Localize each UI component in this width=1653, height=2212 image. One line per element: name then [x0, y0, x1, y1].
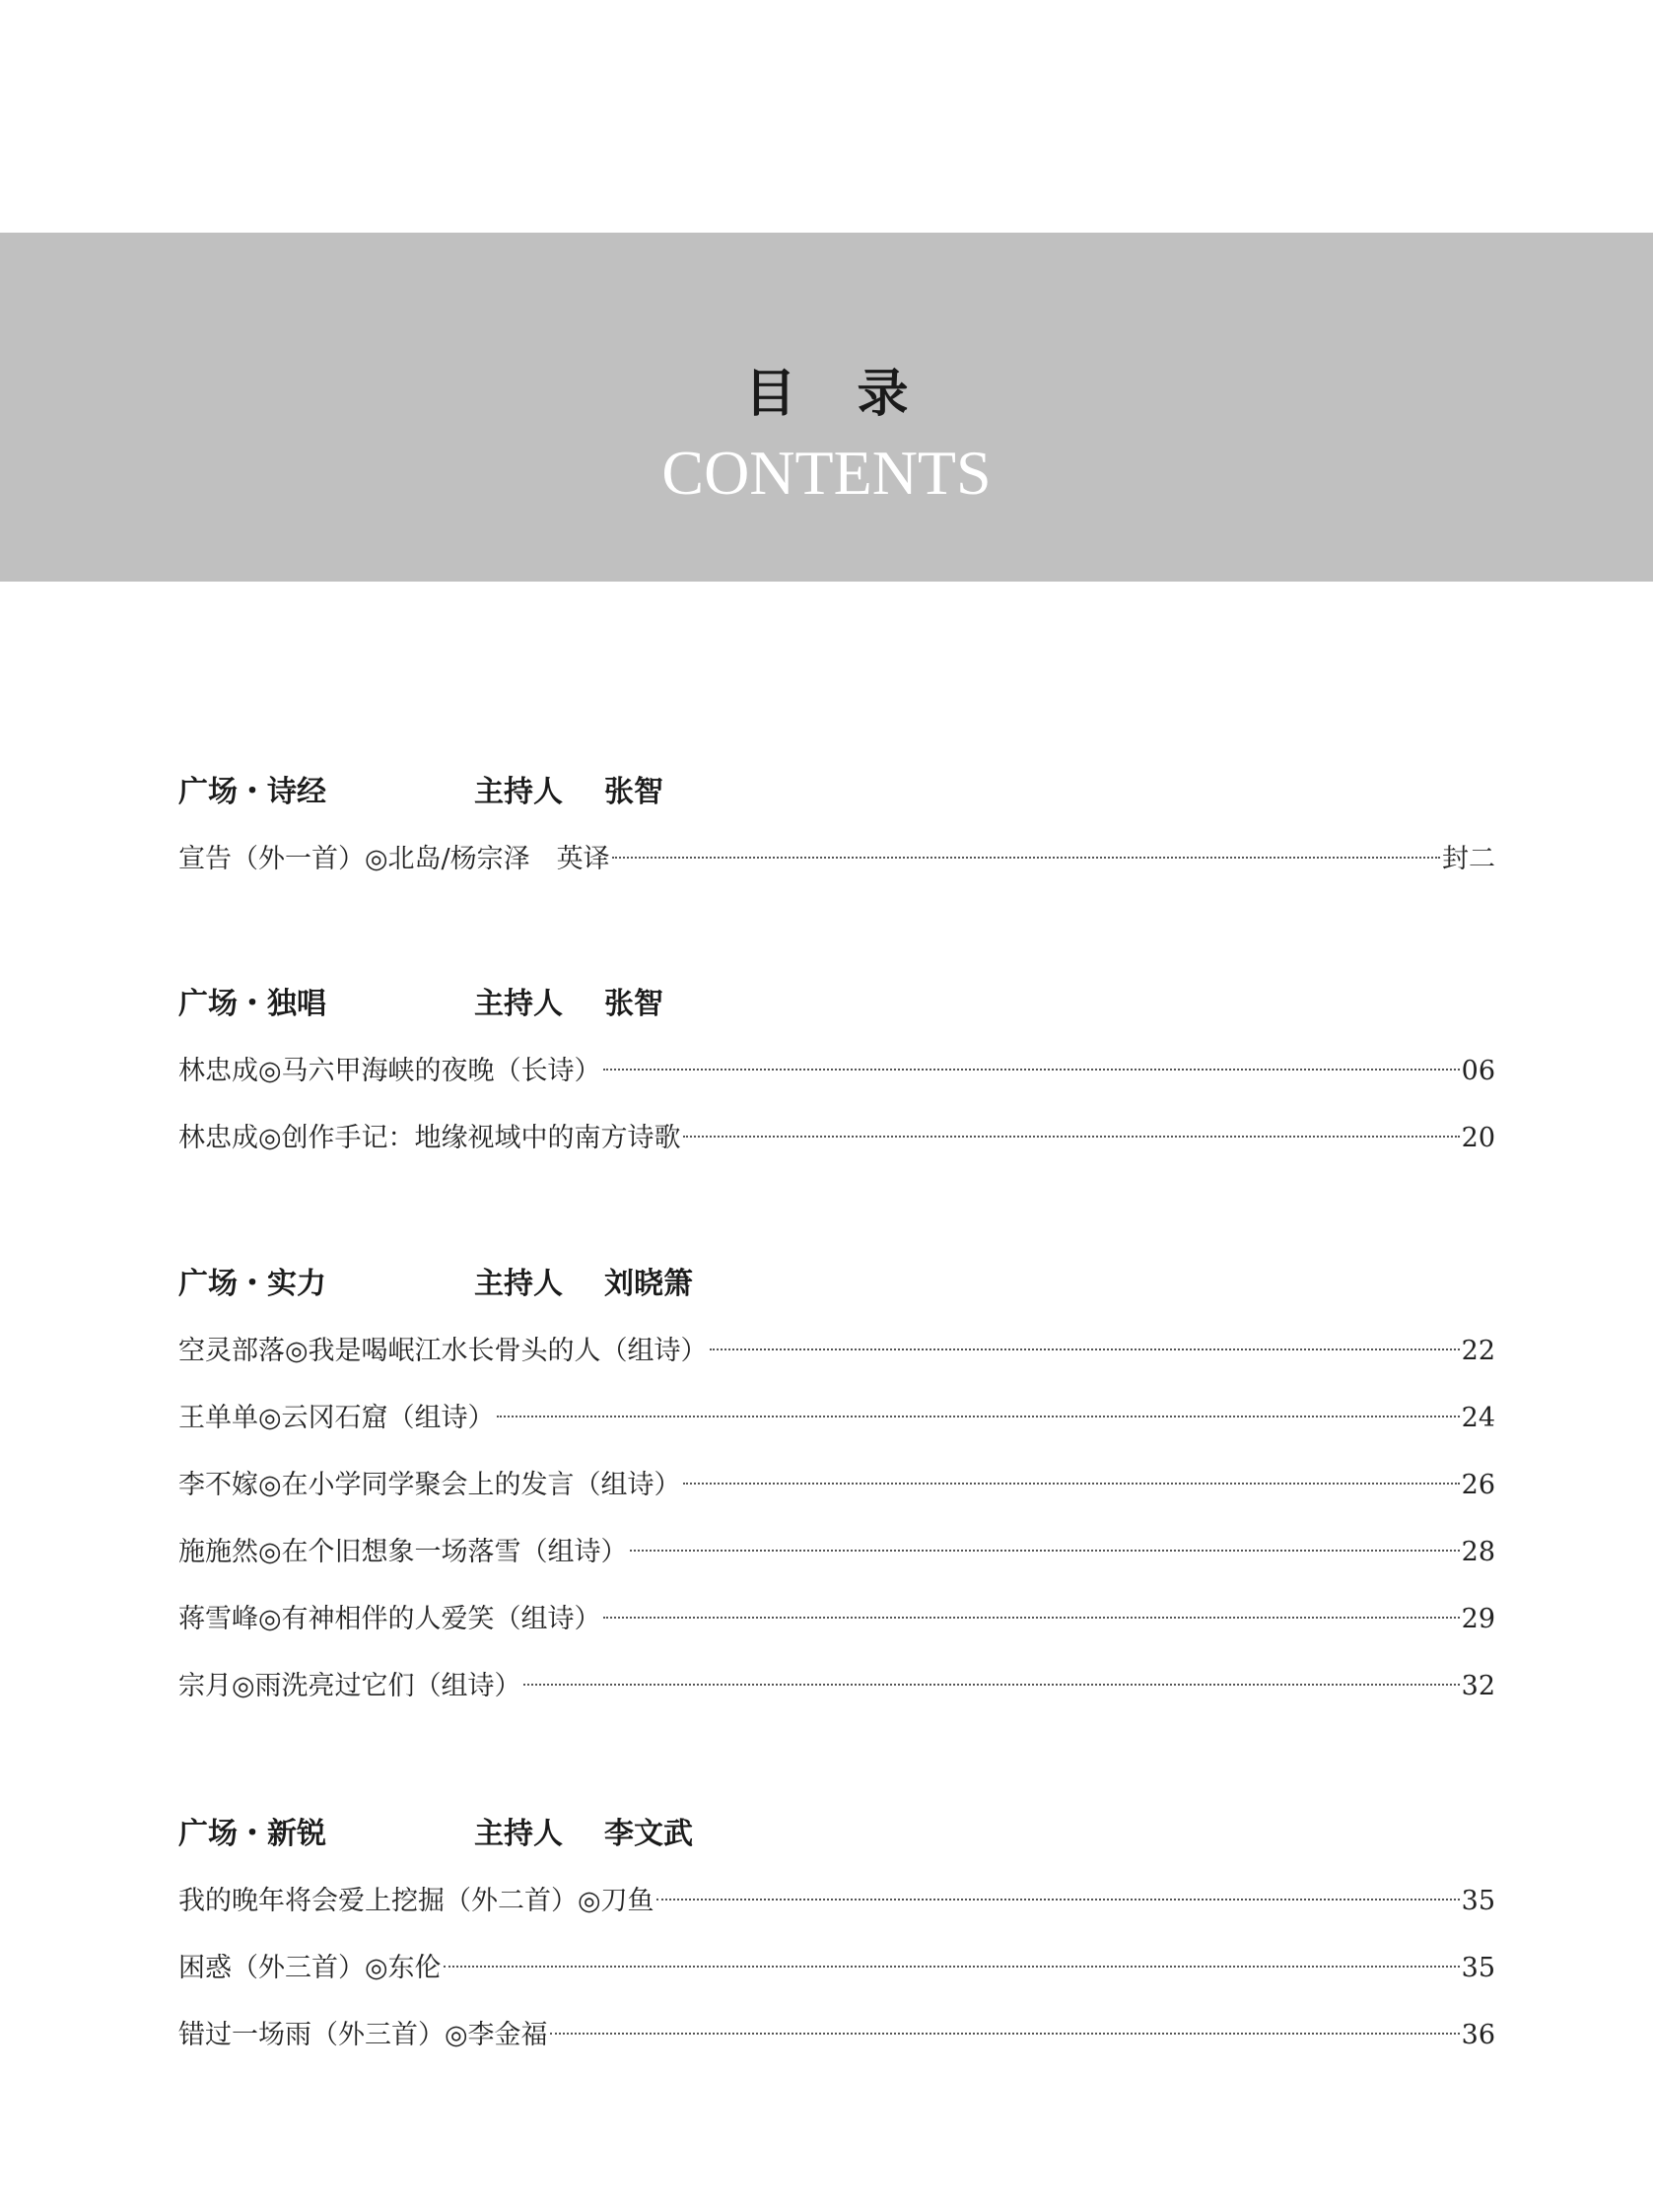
dot-leader — [710, 1348, 1460, 1350]
toc-entry[interactable] — [178, 1052, 1495, 1091]
dot-leader — [444, 1966, 1460, 1968]
entry-page: 35 — [1461, 1953, 1495, 1983]
host-label: 主持人 — [474, 1817, 563, 1851]
entry-title: 施施然◎在个旧想象一场落雪（组诗） — [178, 1537, 628, 1567]
toc-section — [178, 1815, 1495, 2055]
section-header — [178, 1815, 1495, 1854]
entry-title: 错过一场雨（外三首）◎李金福 — [178, 2020, 548, 2050]
entry-page: 29 — [1461, 1604, 1495, 1634]
entry-title: 王单单◎云冈石窟（组诗） — [178, 1403, 495, 1433]
dot-leader — [656, 1899, 1460, 1901]
entry-page: 24 — [1461, 1403, 1495, 1433]
section-header — [178, 1265, 1495, 1304]
toc-entry[interactable] — [178, 1119, 1495, 1158]
host-name: 张智 — [604, 775, 663, 809]
toc-entry[interactable] — [178, 840, 1495, 879]
host-label: 主持人 — [474, 987, 563, 1021]
dot-leader — [603, 1069, 1460, 1071]
section-name: 广场・诗经 — [178, 775, 326, 809]
entry-title: 李不嫁◎在小学同学聚会上的发言（组诗） — [178, 1470, 681, 1500]
entry-title: 我的晚年将会爱上挖掘（外二首）◎刀鱼 — [178, 1886, 654, 1916]
toc-entry[interactable] — [178, 1466, 1495, 1505]
dot-leader — [630, 1550, 1460, 1552]
entry-page: 封二 — [1442, 844, 1495, 874]
host-name: 张智 — [604, 987, 663, 1021]
entry-page: 32 — [1461, 1671, 1495, 1701]
toc-entry[interactable] — [178, 1533, 1495, 1572]
entry-title: 林忠成◎马六甲海峡的夜晚（长诗） — [178, 1056, 601, 1086]
toc-entry[interactable] — [178, 1399, 1495, 1438]
toc-entry[interactable] — [178, 1949, 1495, 1988]
entry-title: 困惑（外三首）◎东伦 — [178, 1953, 442, 1983]
dot-leader — [497, 1416, 1460, 1417]
contents-banner — [0, 233, 1653, 582]
dot-leader — [550, 2033, 1460, 2035]
entry-title: 林忠成◎创作手记：地缘视域中的南方诗歌 — [178, 1123, 681, 1153]
entry-title: 宣告（外一首）◎北岛/杨宗泽 英译 — [178, 844, 610, 874]
page-title-chinese: 目录 — [744, 365, 970, 424]
host-name: 刘晓箫 — [604, 1267, 693, 1301]
page-title-english: CONTENTS — [661, 438, 992, 508]
host-label: 主持人 — [474, 1267, 563, 1301]
entry-title: 宗月◎雨洗亮过它们（组诗） — [178, 1671, 521, 1701]
section-header — [178, 985, 1495, 1024]
toc-entry[interactable] — [178, 1332, 1495, 1371]
entry-title: 蒋雪峰◎有神相伴的人爱笑（组诗） — [178, 1604, 601, 1634]
dot-leader — [612, 857, 1440, 859]
section-name: 广场・独唱 — [178, 987, 326, 1021]
toc-section — [178, 1265, 1495, 1706]
dot-leader — [523, 1684, 1460, 1686]
toc-entry[interactable] — [178, 1667, 1495, 1706]
entry-page: 28 — [1461, 1537, 1495, 1567]
dot-leader — [683, 1136, 1460, 1138]
toc-entry[interactable] — [178, 2016, 1495, 2055]
toc-entry[interactable] — [178, 1600, 1495, 1639]
dot-leader — [603, 1617, 1460, 1619]
toc-section — [178, 985, 1495, 1158]
entry-page: 26 — [1461, 1470, 1495, 1500]
dot-leader — [683, 1483, 1460, 1485]
section-name: 广场・实力 — [178, 1267, 326, 1301]
entry-page: 20 — [1461, 1123, 1495, 1153]
entry-page: 06 — [1461, 1056, 1495, 1086]
entry-page: 36 — [1461, 2020, 1495, 2050]
toc-entry[interactable] — [178, 1882, 1495, 1921]
section-header — [178, 773, 1495, 812]
host-name: 李文武 — [604, 1817, 693, 1851]
entry-page: 22 — [1461, 1336, 1495, 1366]
entry-title: 空灵部落◎我是喝岷江水长骨头的人（组诗） — [178, 1336, 708, 1366]
section-name: 广场・新锐 — [178, 1817, 326, 1851]
entry-page: 35 — [1461, 1886, 1495, 1916]
host-label: 主持人 — [474, 775, 563, 809]
toc-section — [178, 773, 1495, 879]
